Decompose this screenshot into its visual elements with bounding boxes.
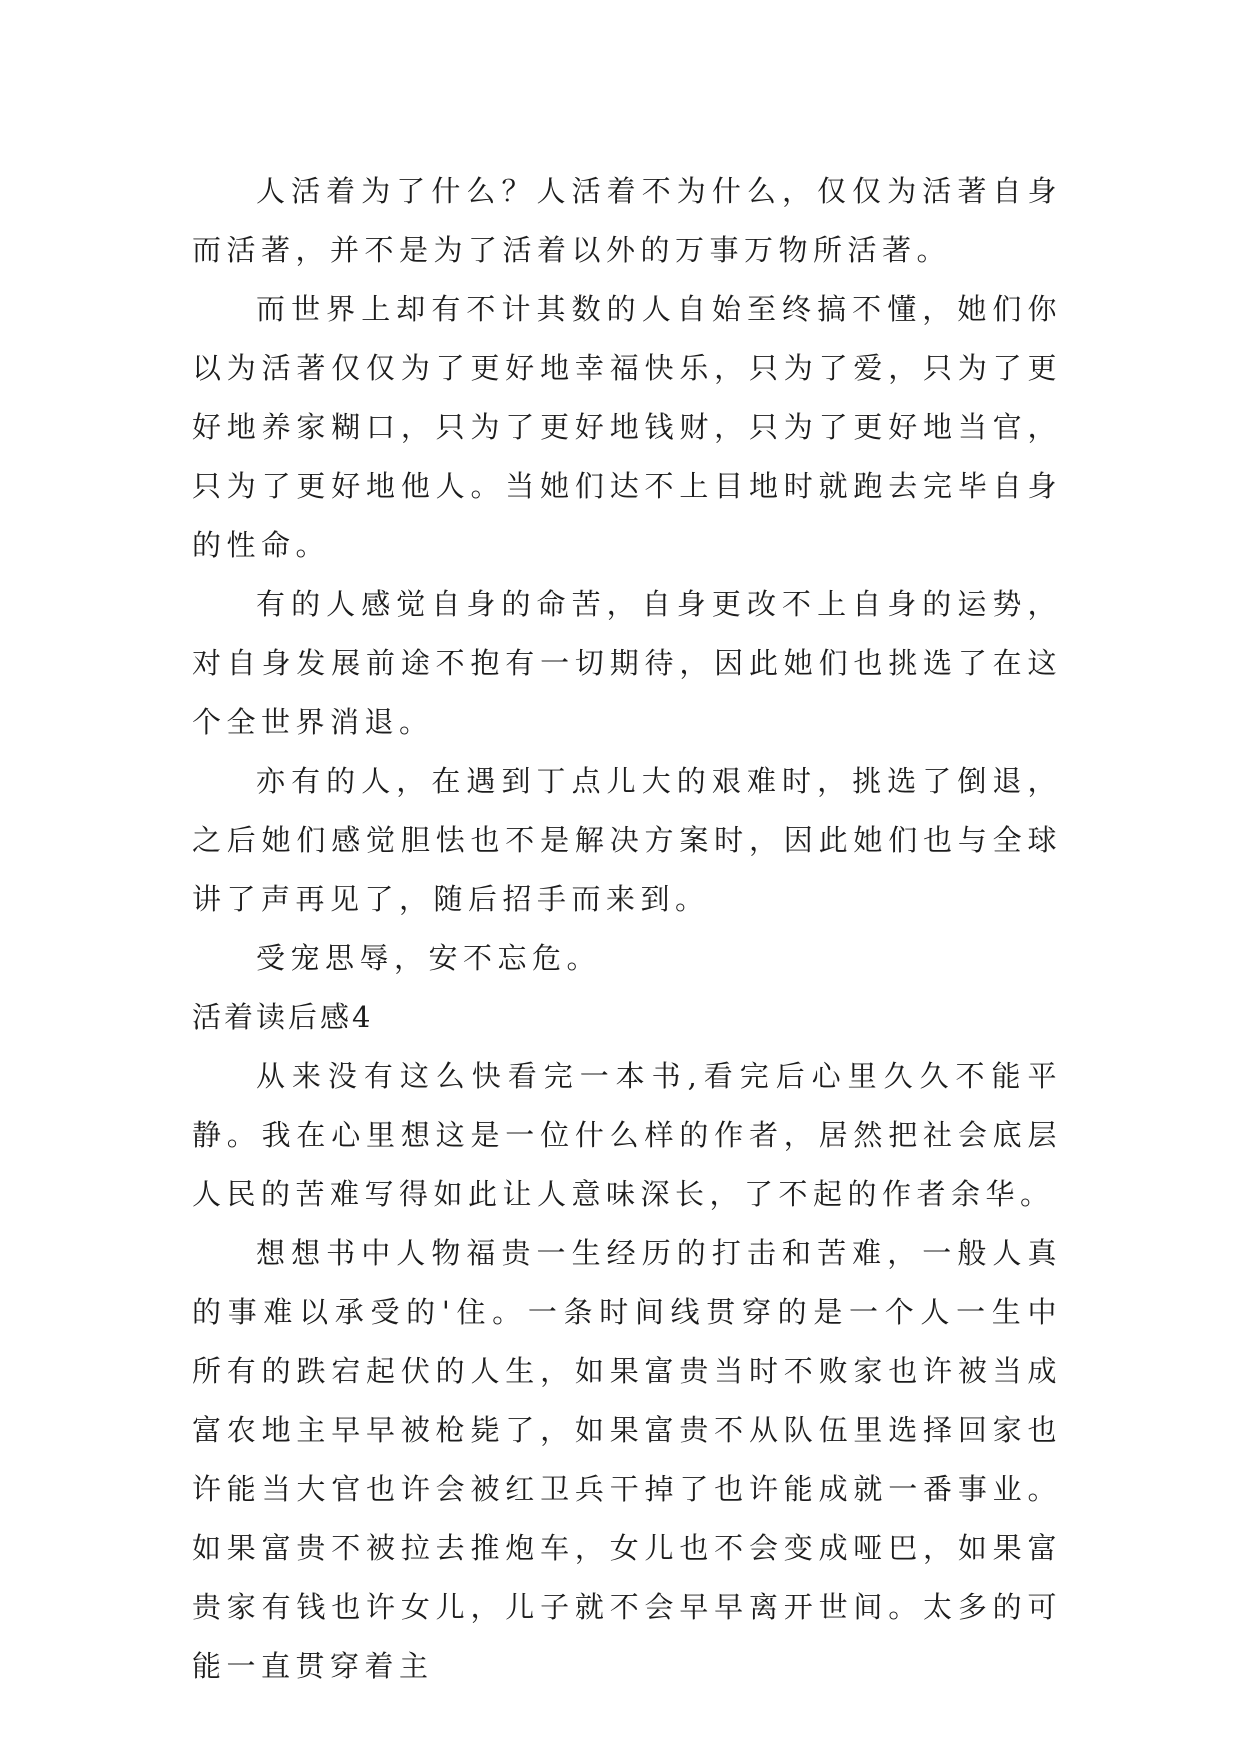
paragraph: 人活着为了什么？人活着不为什么，仅仅为活著自身而活著，并不是为了活着以外的万事万物所活著。 — [192, 174, 1062, 267]
paragraph: 受宠思辱，安不忘危。 — [256, 941, 602, 975]
document-body — [192, 162, 1062, 1696]
paragraph: 亦有的人，在遇到丁点儿大的艰难时，挑选了倒退，之后她们感觉胆怯也不是解决方案时，因此她们也与全球讲了声再见了，随后招手而来到。 — [192, 764, 1062, 916]
paragraph: 从来没有这么快看完一本书,看完后心里久久不能平静。我在心里想这是一位什么样的作者，居然把社会底层人民的苦难写得如此让人意味深长，了不起的作者余华。 — [192, 1059, 1062, 1211]
paragraph: 想想书中人物福贵一生经历的打击和苦难，一般人真的事难以承受的'住。一条时间线贯穿的是一个人一生中所有的跌宕起伏的人生，如果富贵当时不败家也许被当成富农地主早早被枪毙了，如果富贵不从队伍里选择回家也许能当大官也许会被红卫兵干掉了也许能成就一番事业。如果富贵不被拉去推炮车，女儿也不会变成哑巴，如果富贵家有钱也许女儿，儿子就不会早早离开世间。太多的可能一直贯穿着主 — [192, 1236, 1062, 1683]
paragraph: 有的人感觉自身的命苦，自身更改不上自身的运势，对自身发展前途不抱有一切期待，因此她们也挑选了在这个全世界消退。 — [192, 587, 1062, 739]
section-heading: 活着读后感4 — [192, 1000, 374, 1034]
paragraph: 而世界上却有不计其数的人自始至终搞不懂，她们你以为活著仅仅为了更好地幸福快乐，只为了爱，只为了更好地养家糊口，只为了更好地钱财，只为了更好地当官，只为了更好地他人。当她们达不上目地时就跑去完毕自身的性命。 — [192, 292, 1062, 562]
